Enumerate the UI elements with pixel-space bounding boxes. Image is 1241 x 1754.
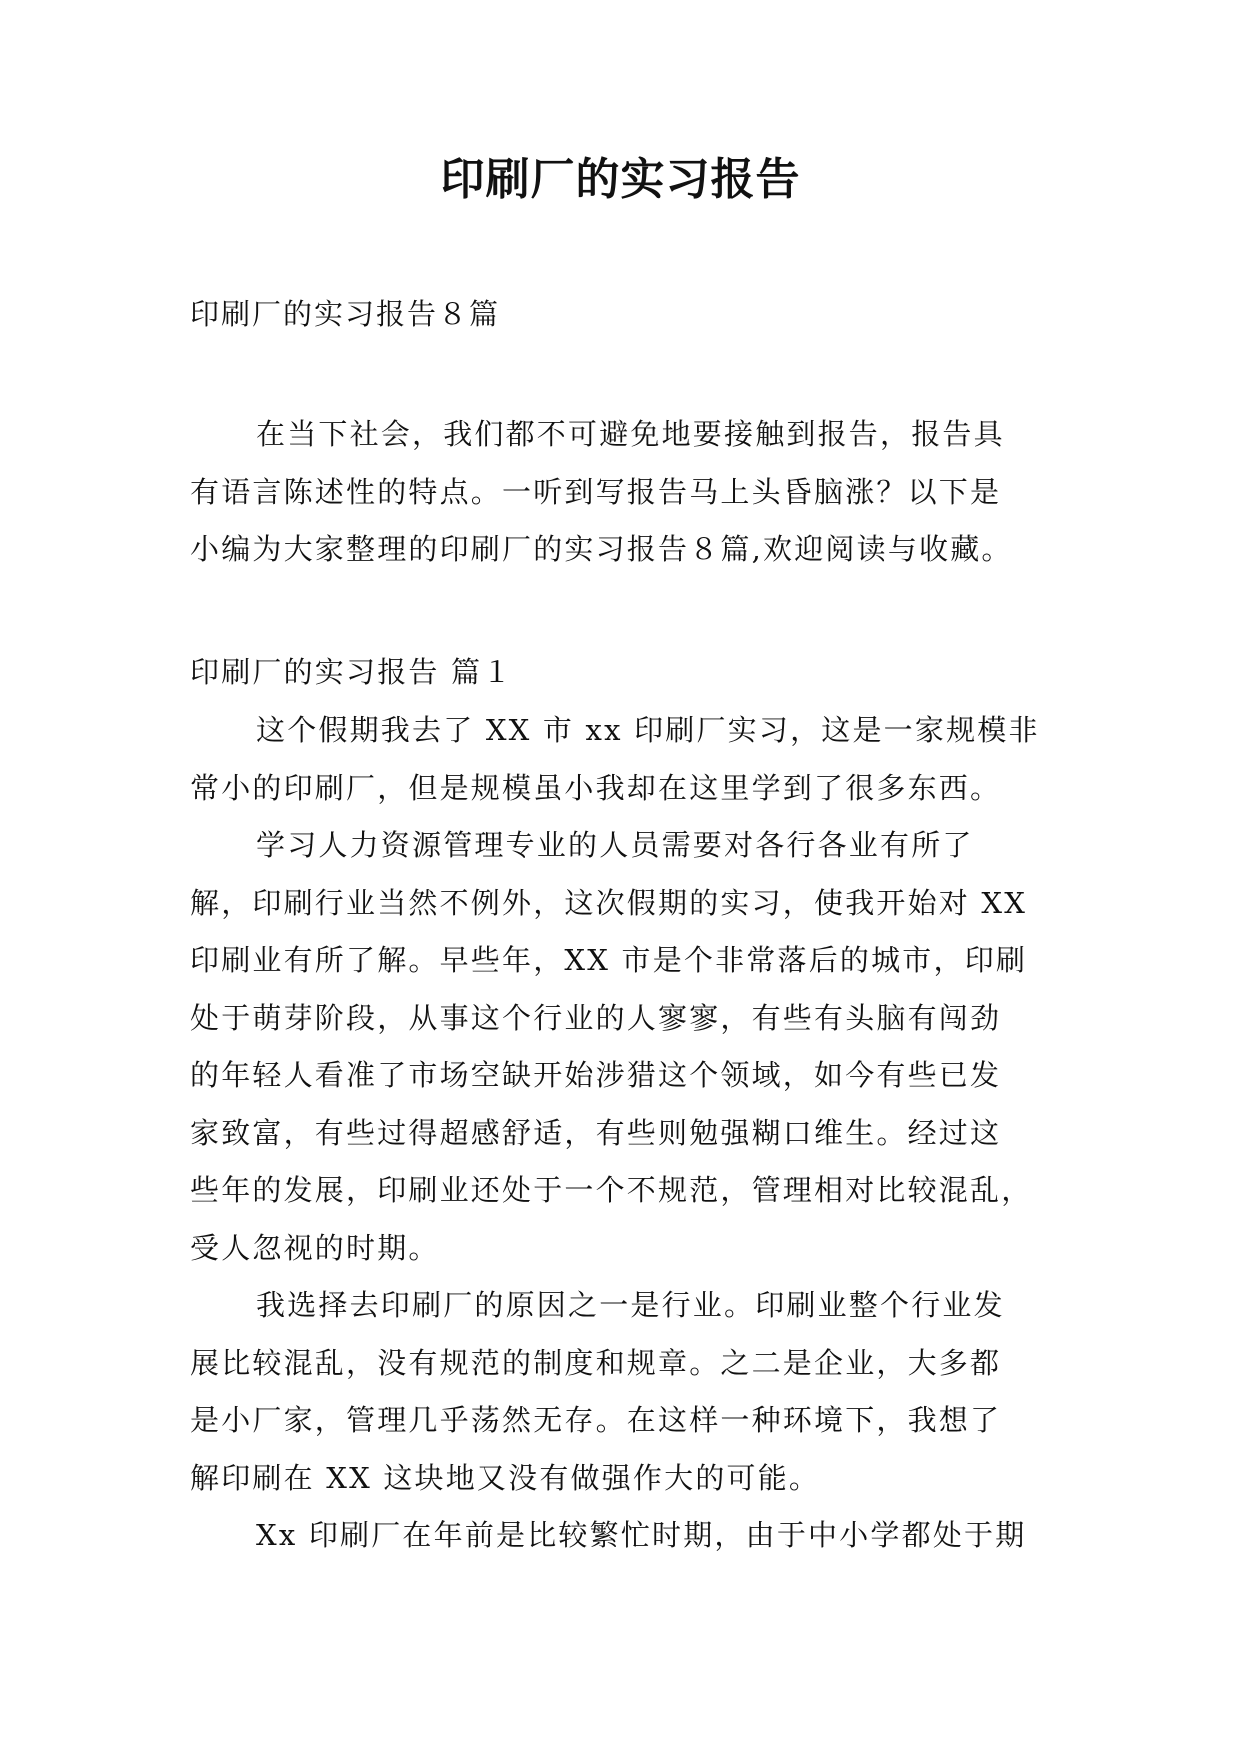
body-paragraph — [190, 1277, 1060, 1507]
intro-line: 有语言陈述性的特点。一听到写报告马上头昏脑涨？以下是 — [190, 474, 1002, 509]
body-paragraph — [190, 702, 1060, 817]
paragraph-line: 展比较混乱，没有规范的制度和规章。之二是企业，大多都 — [190, 1345, 1002, 1380]
document-subtitle: 印刷厂的实习报告８篇 — [190, 297, 501, 331]
paragraph-line: 是小厂家，管理几乎荡然无存。在这样一种环境下，我想了 — [190, 1403, 1002, 1437]
body-paragraph — [190, 817, 1060, 1277]
intro-paragraph — [190, 406, 1060, 579]
paragraph-line: 家致富，有些过得超感舒适，有些则勉强糊口维生。经过这 — [190, 1115, 1002, 1150]
paragraph-line: Xx 印刷厂在年前是比较繁忙时期，由于中小学都处于期 — [256, 1518, 1027, 1552]
body-paragraph — [190, 1507, 1060, 1565]
article-body — [190, 642, 1060, 1565]
paragraph-line: 我选择去印刷厂的原因之一是行业。印刷业整个行业发 — [256, 1288, 1005, 1322]
document-title: 印刷厂的实习报告 — [440, 154, 801, 205]
paragraph-line: 印刷业有所了解。早些年，XX 市是个非常落后的城市，印刷 — [190, 943, 1028, 977]
paragraph-line: 些年的发展，印刷业还处于一个不规范，管理相对比较混乱， — [190, 1173, 1033, 1207]
intro-line: 在当下社会，我们都不可避免地要接触到报告，报告具 — [256, 417, 1005, 451]
paragraph-line: 受人忽视的时期。 — [190, 1230, 440, 1265]
intro-line: 小编为大家整理的印刷厂的实习报告８篇,欢迎阅读与收藏。 — [190, 532, 1013, 566]
paragraph-line: 解印刷在 XX 这块地又没有做强作大的可能。 — [190, 1460, 821, 1495]
paragraph-line: 解，印刷行业当然不例外，这次假期的实习，使我开始对 XX — [190, 885, 1028, 920]
section-heading: 印刷厂的实习报告 篇１ — [190, 655, 514, 689]
paragraph-line: 常小的印刷厂，但是规模虽小我却在这里学到了很多东西。 — [190, 770, 1002, 805]
paragraph-line: 学习人力资源管理专业的人员需要对各行各业有所了 — [256, 828, 974, 862]
paragraph-line: 这个假期我去了 XX 市 xx 印刷厂实习，这是一家规模非 — [256, 713, 1040, 747]
paragraph-line: 的年轻人看准了市场空缺开始涉猎这个领域，如今有些已发 — [190, 1058, 1002, 1092]
paragraph-line: 处于萌芽阶段，从事这个行业的人寥寥，有些有头脑有闯劲 — [190, 1000, 1002, 1035]
